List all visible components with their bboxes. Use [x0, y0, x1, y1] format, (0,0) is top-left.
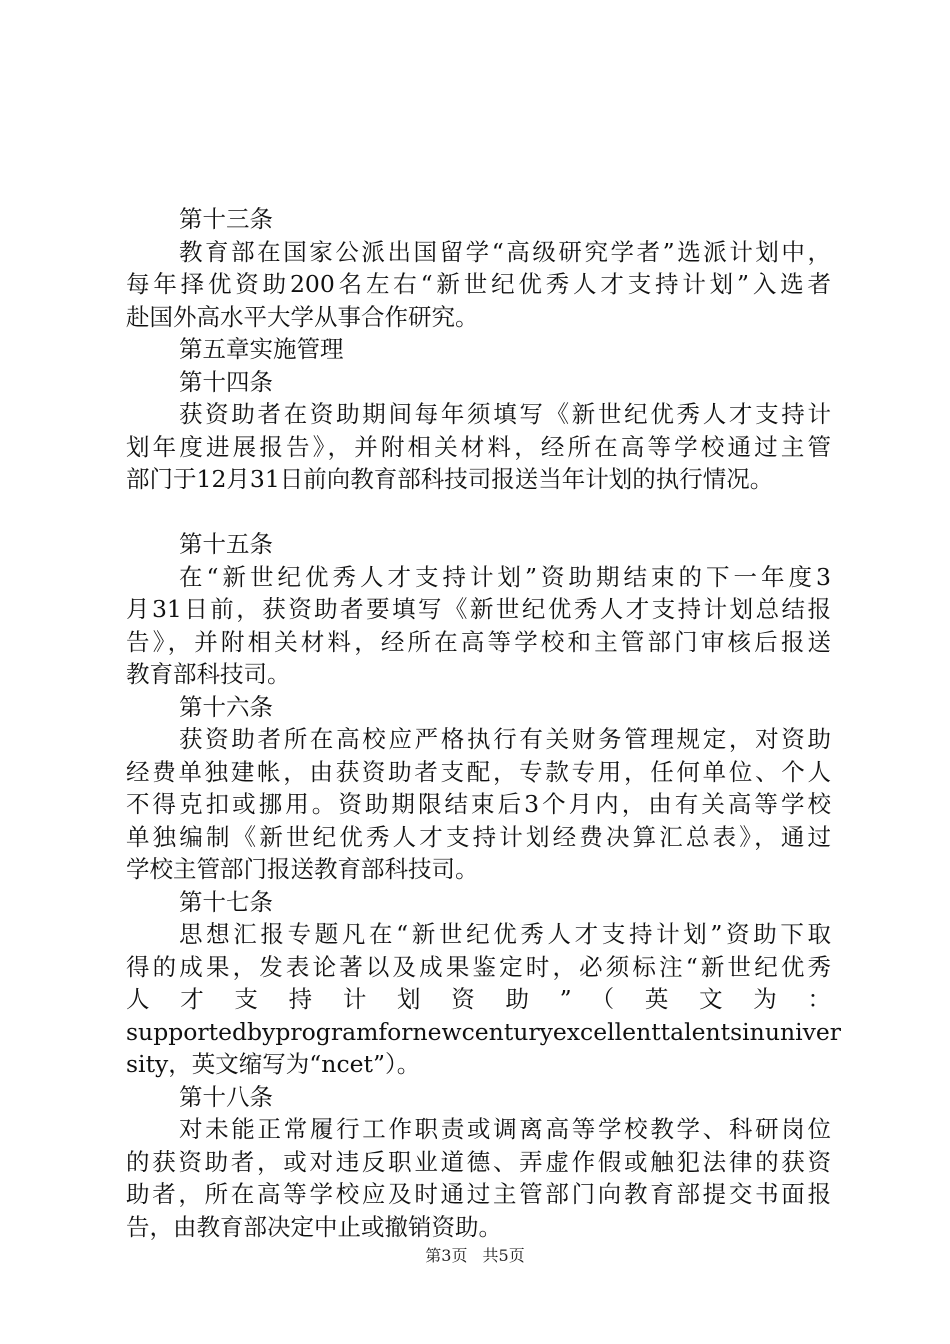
paragraph-line: sity，英文缩写为“ncet”）。 [126, 1050, 421, 1078]
page-total: 共5页 [482, 1246, 525, 1265]
paragraph-line: 赴国外高水平大学从事合作研究。 [126, 302, 479, 331]
article-heading: 第五章实施管理 [179, 335, 344, 363]
paragraph-line: supportedbyprogramfornewcenturyexcellenttalentsinuniver [126, 1017, 842, 1046]
article-heading: 第十三条 [179, 205, 273, 233]
paragraph-line: 不得克扣或挪用。资助期限结束后3个月内，由有关高等学校 [126, 790, 831, 818]
paragraph-line: 的获资助者，或对违反职业道德、弄虚作假或触犯法律的获资 [126, 1147, 831, 1176]
article-heading: 第十八条 [179, 1082, 273, 1111]
paragraph-line: 思想汇报专题凡在“新世纪优秀人才支持计划”资助下取 [179, 920, 831, 948]
paragraph-line: 划年度进展报告》，并附相关材料，经所在高等学校通过主管 [126, 432, 831, 461]
paragraph-line: 教育部在国家公派出国留学“高级研究学者”选派计划中， [179, 237, 831, 266]
paragraph-line: 告》，并附相关材料，经所在高等学校和主管部门审核后报送 [126, 627, 831, 656]
paragraph-line: 人才支持计划资助”（英文为： [126, 985, 831, 1013]
paragraph-line: 告，由教育部决定中止或撤销资助。 [126, 1212, 502, 1241]
blank-line [126, 496, 831, 529]
page-footer [0, 1243, 950, 1266]
paragraph-line: 学校主管部门报送教育部科技司。 [126, 855, 479, 883]
paragraph-line: 教育部科技司。 [126, 660, 291, 688]
paragraph-line: 对未能正常履行工作职责或调离高等学校教学、科研岗位 [179, 1115, 831, 1143]
article-heading: 第十四条 [179, 367, 273, 396]
article-heading: 第十五条 [179, 530, 273, 558]
paragraph-line: 经费单独建帐，由获资助者支配，专款专用，任何单位、个人 [126, 757, 831, 786]
paragraph-line: 获资助者在资助期间每年须填写《新世纪优秀人才支持计 [179, 400, 831, 428]
page-number: 第3页 [425, 1246, 468, 1265]
article-heading: 第十六条 [179, 692, 273, 721]
paragraph-line: 月31日前，获资助者要填写《新世纪优秀人才支持计划总结报 [126, 595, 831, 623]
paragraph-line: 单独编制《新世纪优秀人才支持计划经费决算汇总表》，通过 [126, 822, 831, 851]
paragraph-line: 在“新世纪优秀人才支持计划”资助期结束的下一年度3 [179, 562, 831, 591]
paragraph-line: 部门于12月31日前向教育部科技司报送当年计划的执行情况。 [126, 465, 774, 493]
paragraph-line: 助者，所在高等学校应及时通过主管部门向教育部提交书面报 [126, 1180, 831, 1208]
article-heading: 第十七条 [179, 887, 273, 916]
paragraph-line: 得的成果，发表论著以及成果鉴定时，必须标注“新世纪优秀 [126, 952, 831, 981]
paragraph-line: 获资助者所在高校应严格执行有关财务管理规定，对资助 [179, 725, 831, 753]
document-body [126, 203, 842, 1243]
paragraph-line: 每年择优资助200名左右“新世纪优秀人才支持计划”入选者 [126, 270, 831, 298]
